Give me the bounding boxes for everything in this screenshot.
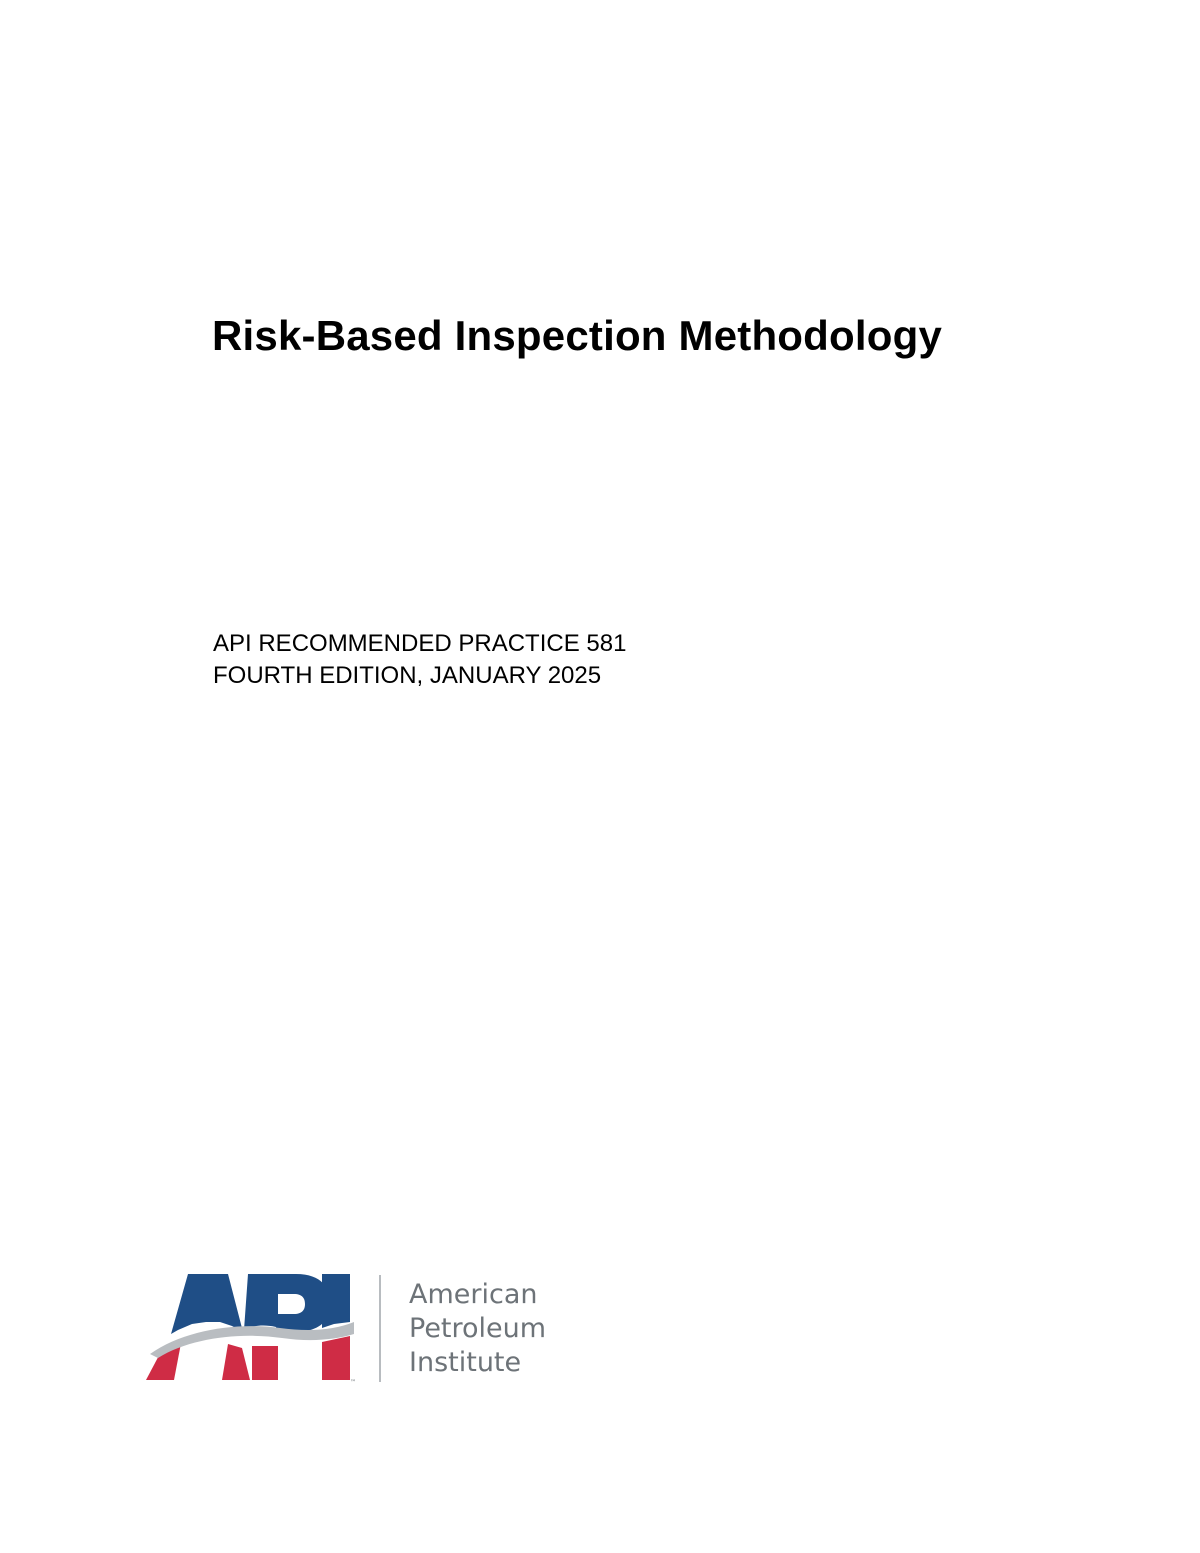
logo-letter-a-blue (171, 1274, 243, 1334)
logo-letter-a-red-right (222, 1344, 250, 1380)
logo-letter-i-blue (322, 1274, 350, 1328)
logo-letter-p-red (252, 1346, 278, 1380)
organization-name (409, 1278, 546, 1380)
organization-name-line-3: Institute (409, 1347, 522, 1378)
logo-letter-p-blue (244, 1274, 330, 1334)
logo-trademark: ™ (350, 1379, 356, 1386)
organization-name-line-1: American (409, 1279, 538, 1310)
logo-divider (379, 1275, 381, 1382)
api-logo-mark (144, 1270, 360, 1386)
organization-name-line-2: Petroleum (409, 1313, 547, 1344)
edition-date: FOURTH EDITION, JANUARY 2025 (213, 662, 602, 689)
api-logo (144, 1270, 564, 1390)
logo-letter-i-red (322, 1336, 350, 1380)
document-title: Risk-Based Inspection Methodology (212, 312, 943, 359)
document-designation (213, 628, 626, 692)
standard-number: API RECOMMENDED PRACTICE 581 (213, 630, 627, 657)
